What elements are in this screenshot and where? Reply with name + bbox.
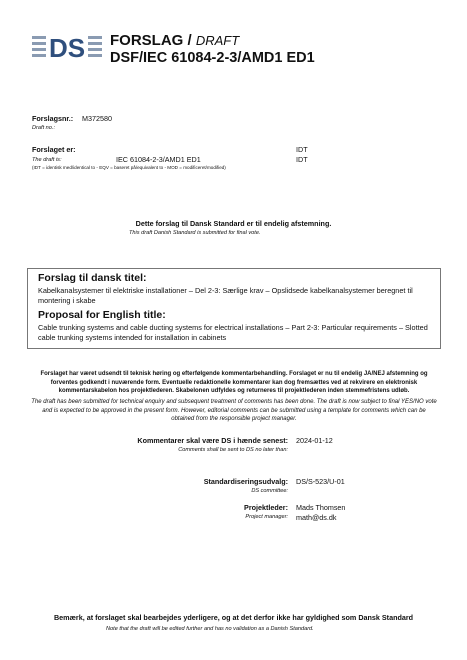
danish-title-heading: Forslag til dansk titel:	[38, 272, 147, 284]
project-manager-label-en: Project manager:	[245, 514, 288, 520]
deadline-value: 2024-01-12	[296, 436, 333, 445]
draft-number-value: M372580	[82, 114, 112, 123]
final-vote-da: Dette forslag til Dansk Standard er til endelig afstemning.	[135, 219, 332, 228]
deadline-label: Kommentarer skal være DS i hænde senest:	[137, 436, 288, 445]
deadline-label-en: Comments shall be sent to DS no later than:	[178, 447, 288, 453]
standard-reference: DSF/IEC 61084-2-3/AMD1 ED1	[110, 50, 315, 66]
page-title	[110, 32, 239, 49]
title-draft: DRAFT	[195, 33, 240, 48]
notice-en: The draft has been submitted for technical enquiry and subsequent treatment of comments has been done. The draft is now subject to final YES/NO vote and is expected to be approved in the present form. However, editorial comments can be submitted using a template for comments which can be obtained from the responsible project manager.	[31, 399, 437, 423]
english-title-heading: Proposal for English title:	[38, 309, 166, 322]
english-title-text: Cable trunking systems and cable ducting systems for electrical installations – Part 2-3: Particular requirements – Slotted cable trunking systems intended for installation in cabinets	[38, 323, 428, 342]
danish-title-text: Kabelkanalsystemer til elektriske installationer – Del 2-3: Særlige krav – Opslidsede kabelkanalsystemer beregnet til montering i skabe	[38, 286, 413, 305]
footer-en: Note that the draft will be edited further and has no validation as a Danish Standard.	[106, 626, 314, 632]
project-manager-email[interactable]: math@ds.dk	[296, 513, 337, 522]
committee-value: DS/S-523/U-01	[296, 477, 345, 486]
ds-logo	[32, 33, 102, 59]
title-box	[27, 268, 441, 349]
idt-value-1: IDT	[296, 145, 308, 154]
draft-is-label: Forslaget er:	[32, 145, 76, 154]
logo-text: DS	[48, 33, 86, 59]
draft-number-label: Forslagsnr.:	[32, 114, 74, 123]
title-prefix: FORSLAG /	[110, 32, 196, 49]
final-vote-en: This draft Danish Standard is submitted for final vote.	[129, 230, 261, 236]
idt-value-2: IDT	[296, 155, 308, 164]
footer-da: Bemærk, at forslaget skal bearbejdes yderligere, og at det derfor ikke har gyldighed som Dansk Standard	[53, 613, 414, 622]
committee-label: Standardiseringsudvalg:	[203, 477, 288, 486]
project-manager-name: Mads Thomsen	[296, 503, 346, 512]
draft-is-label-en: The draft is:	[32, 157, 62, 163]
project-manager-label: Projektleder:	[244, 503, 288, 512]
draft-number-label-en: Draft no.:	[32, 125, 56, 131]
idt-note: (IDT = identisk med/identical to - EQV = baseret på/equivalent to - MOD = modificeret/modified)	[32, 165, 226, 170]
draft-is-value: IEC 61084-2-3/AMD1 ED1	[116, 155, 201, 164]
committee-label-en: DS committee:	[251, 488, 288, 494]
notice-da: Forslaget har været udsendt til teknisk høring og efterfølgende kommentarbehandling. Forslaget er nu til endelig JA/NEJ afstemning og forventes godkendt i nuværende form. Eventuelle redaktionelle kommentarer kan dog fremsættes ved at rekvirere en elektronisk kommentarskabelon hos projektlederen. Skabelonen udfyldes og returneres til projektlederen inden stemmefristens udløb.	[40, 371, 428, 395]
